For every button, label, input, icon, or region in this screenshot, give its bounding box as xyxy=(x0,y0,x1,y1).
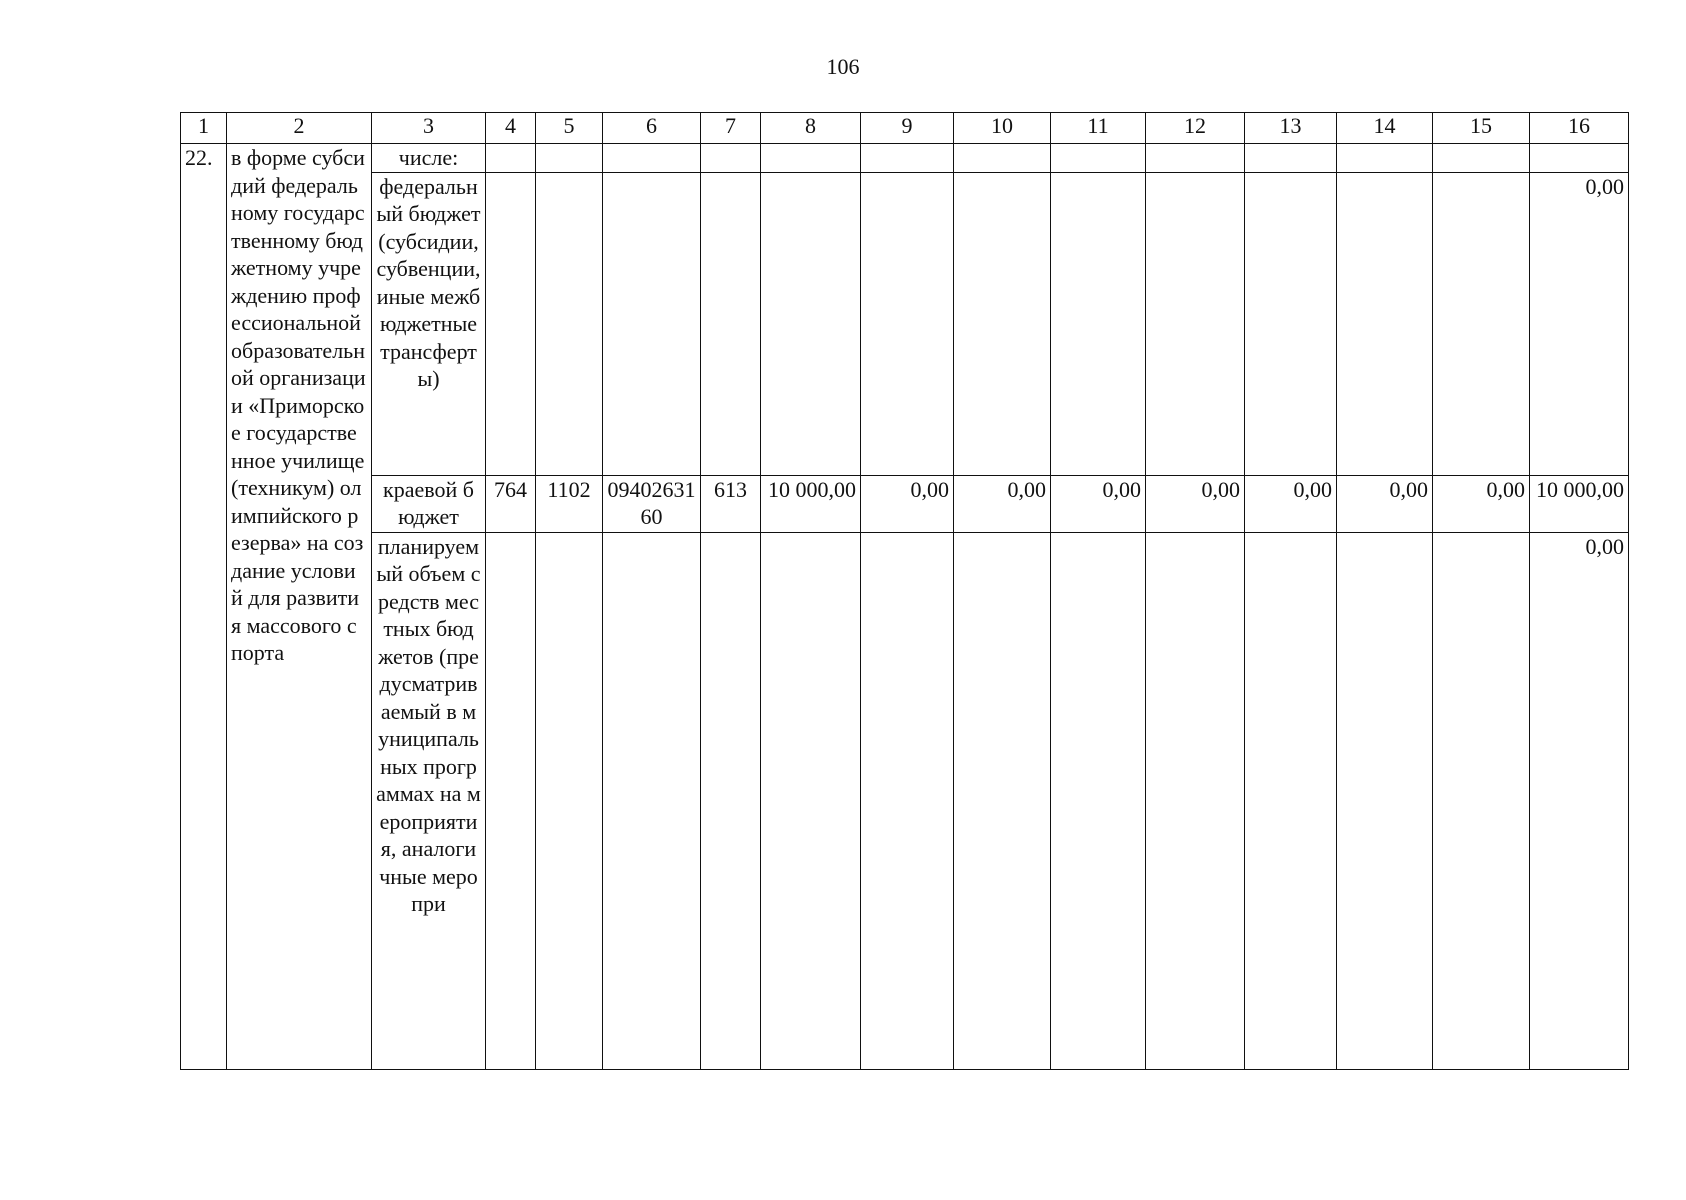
column-number: 4 xyxy=(486,113,536,144)
table-row-subrow-1 xyxy=(181,144,1629,173)
column-number: 14 xyxy=(1337,113,1433,144)
funding-source-cell: числе: xyxy=(372,144,486,173)
amount-cell: 0,00 xyxy=(1146,475,1245,532)
column-number: 12 xyxy=(1146,113,1245,144)
amount-cell: 10 000,00 xyxy=(1530,475,1629,532)
code-cell: 613 xyxy=(701,475,761,532)
page-number: 106 xyxy=(826,54,860,79)
column-number: 2 xyxy=(227,113,372,144)
amount-cell: 0,00 xyxy=(954,475,1051,532)
funding-source-cell: краевой бюджет xyxy=(372,475,486,532)
column-number: 9 xyxy=(861,113,954,144)
table-row-federal xyxy=(181,172,1629,475)
amount-cell: 0,00 xyxy=(1245,475,1337,532)
column-number: 16 xyxy=(1530,113,1629,144)
amount-cell: 0,00 xyxy=(861,475,954,532)
column-number: 15 xyxy=(1433,113,1530,144)
table-row-regional xyxy=(181,475,1629,532)
budget-table xyxy=(180,112,1629,1070)
row-description-cell: в форме субсидий федеральному государственному бюджетному учреждению профессиональной образовательной организации «Приморское государственное училище (техникум) олимпийского резерва» на создание условий для развития массового спорта xyxy=(227,144,372,1070)
column-number: 10 xyxy=(954,113,1051,144)
code-cell: 0940263160 xyxy=(603,475,701,532)
amount-cell: 0,00 xyxy=(1530,172,1629,475)
column-number: 5 xyxy=(536,113,603,144)
amount-cell: 0,00 xyxy=(1530,532,1629,1070)
column-number: 3 xyxy=(372,113,486,144)
amount-cell: 0,00 xyxy=(1433,475,1530,532)
code-cell: 1102 xyxy=(536,475,603,532)
amount-cell: 0,00 xyxy=(1337,475,1433,532)
column-number: 6 xyxy=(603,113,701,144)
column-number: 11 xyxy=(1051,113,1146,144)
column-number: 1 xyxy=(181,113,227,144)
funding-source-cell: федеральный бюджет (субсидии, субвенции, иные межбюджетные трансферты) xyxy=(372,172,486,475)
column-number: 13 xyxy=(1245,113,1337,144)
amount-cell: 0,00 xyxy=(1051,475,1146,532)
column-number: 8 xyxy=(761,113,861,144)
row-number-cell: 22. xyxy=(181,144,227,1070)
amount-cell: 10 000,00 xyxy=(761,475,861,532)
column-number: 7 xyxy=(701,113,761,144)
funding-source-cell: планируемый объем средств местных бюджетов (предусматриваемый в муниципальных программах на мероприятия, аналогичные меропри xyxy=(372,532,486,1070)
column-number-header-row xyxy=(181,113,1629,144)
code-cell: 764 xyxy=(486,475,536,532)
table-row-local xyxy=(181,532,1629,1070)
